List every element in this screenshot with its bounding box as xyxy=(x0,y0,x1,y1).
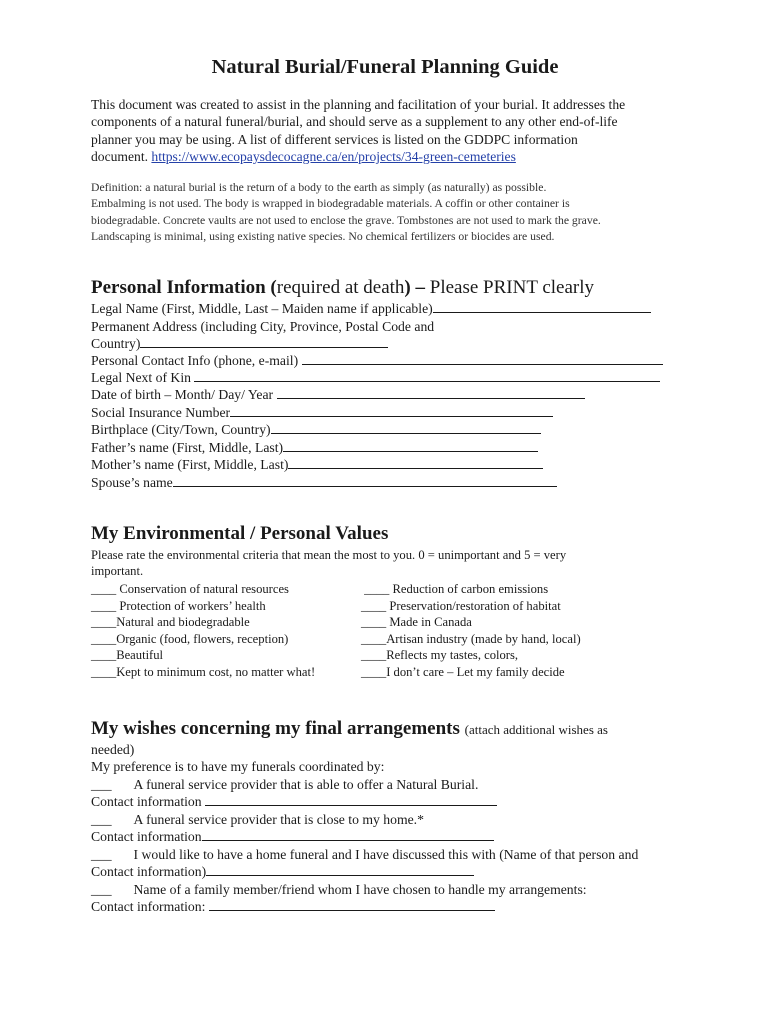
field-label: Contact information: xyxy=(91,899,209,914)
field-label: Father’s name (First, Middle, Last) xyxy=(91,440,284,455)
field-label: Contact information xyxy=(91,829,202,844)
heading-part: required at death xyxy=(276,277,405,298)
contact-field-4 xyxy=(91,898,495,915)
contact-field-3 xyxy=(91,863,474,880)
father-name-input-line[interactable] xyxy=(283,439,538,452)
intro-line: planner you may be using. A list of different services is listed on the GDDPC information xyxy=(91,131,578,147)
wishes-heading xyxy=(91,718,608,740)
wishes-heading-continued: needed) xyxy=(91,742,135,757)
heading-part: Please PRINT clearly xyxy=(429,277,595,298)
mother-name-field xyxy=(91,456,543,473)
option-label: I would like to have a home funeral and I have discussed this with (Name of that person and xyxy=(133,847,639,862)
contact-input-line-1[interactable] xyxy=(205,793,497,806)
intro-line: components of a natural funeral/burial, and should serve as a supplement to any other end-of-life xyxy=(91,114,618,130)
value-criterion[interactable]: ____ Preservation/restoration of habitat xyxy=(361,598,561,613)
field-label: Date of birth – Month/ Day/ Year xyxy=(91,387,277,402)
definition-line: Embalming is not used. The body is wrapped in biodegradable materials. A coffin or other container is xyxy=(91,197,570,211)
contact-info-input-line[interactable] xyxy=(302,352,663,365)
father-name-field xyxy=(91,439,538,456)
value-criterion[interactable]: ____ Reduction of carbon emissions xyxy=(361,582,549,596)
definition-line: biodegradable. Concrete vaults are not used to enclose the grave. Tombstones are not used to mark the grave. xyxy=(91,213,601,227)
mother-name-input-line[interactable] xyxy=(288,456,543,469)
contact-field-1 xyxy=(91,793,497,810)
option-funeral-natural xyxy=(91,776,478,793)
heading-part: My wishes concerning my final arrangements xyxy=(91,718,465,739)
sin-field xyxy=(91,404,553,421)
values-instructions: important. xyxy=(91,564,144,578)
value-criterion[interactable]: ____Artisan industry (made by hand, local) xyxy=(361,631,581,646)
value-criterion[interactable]: ____Beautiful xyxy=(91,648,164,663)
values-left-column xyxy=(91,581,315,681)
value-criterion[interactable]: ____Reflects my tastes, colors, xyxy=(361,648,519,663)
values-right-column xyxy=(361,581,581,681)
value-criterion[interactable]: ____Organic (food, flowers, reception) xyxy=(91,631,289,646)
field-label: Legal Name (First, Middle, Last – Maiden name if applicable) xyxy=(91,301,433,316)
option-blank[interactable]: ___ xyxy=(91,812,112,827)
preference-text: My preference is to have my funerals coordinated by: xyxy=(91,759,385,774)
heading-part: Personal Information ( xyxy=(91,277,277,298)
address-label-line xyxy=(91,318,434,335)
contact-input-line-3[interactable] xyxy=(206,863,474,876)
birthplace-input-line[interactable] xyxy=(271,421,541,434)
heading-part: ) – xyxy=(404,277,430,298)
address-input-line[interactable] xyxy=(140,335,388,348)
values-instructions: Please rate the environmental criteria that mean the most to you. 0 = unimportant and 5 = very xyxy=(91,548,567,562)
intro-line xyxy=(91,148,691,165)
contact-field-2 xyxy=(91,828,494,845)
intro-line: This document was created to assist in the planning and facilitation of your burial. It addresses the xyxy=(91,97,626,112)
option-home-funeral xyxy=(91,846,638,863)
legal-name-input-line[interactable] xyxy=(433,300,651,313)
contact-input-line-4[interactable] xyxy=(209,898,495,911)
value-criterion[interactable]: ____ Protection of workers’ health xyxy=(91,598,266,613)
next-of-kin-input-line[interactable] xyxy=(194,369,660,382)
spouse-name-input-line[interactable] xyxy=(173,474,557,487)
sin-input-line[interactable] xyxy=(230,404,553,417)
field-label: Permanent Address (including City, Province, Postal Code and xyxy=(91,319,435,334)
intro-line-prefix: document. xyxy=(91,149,152,165)
personal-info-heading xyxy=(91,277,594,299)
field-label: Personal Contact Info (phone, e-mail) xyxy=(91,353,302,368)
field-label: Contact information xyxy=(91,794,206,809)
field-label: Contact information) xyxy=(91,864,207,879)
values-heading: My Environmental / Personal Values xyxy=(91,523,389,544)
value-criterion[interactable]: ____Natural and biodegradable xyxy=(91,615,250,630)
option-label: Name of a family member/friend whom I have chosen to handle my arrangements: xyxy=(133,882,587,897)
field-label: Legal Next of Kin xyxy=(91,370,195,385)
option-family-member xyxy=(91,881,587,898)
field-label: Spouse’s name xyxy=(91,475,173,490)
value-criterion[interactable]: ____ Made in Canada xyxy=(361,615,472,630)
option-label: A funeral service provider that is close to my home.* xyxy=(133,812,424,827)
contact-info-field xyxy=(91,352,663,369)
document-title: Natural Burial/Funeral Planning Guide xyxy=(211,56,559,78)
definition-paragraph xyxy=(91,180,691,245)
heading-part: (attach additional wishes as xyxy=(464,722,608,737)
contact-input-line-2[interactable] xyxy=(202,828,494,841)
value-criterion[interactable]: ____ Conservation of natural resources xyxy=(91,582,289,596)
definition-line: Landscaping is minimal, using existing native species. No chemical fertilizers or biocides are used. xyxy=(91,229,555,243)
definition-line: Definition: a natural burial is the return of a body to the earth as simply (as naturally) as possible. xyxy=(91,181,547,194)
field-label: Country) xyxy=(91,336,141,351)
option-label: A funeral service provider that is able to offer a Natural Burial. xyxy=(133,777,479,792)
legal-name-field xyxy=(91,300,651,317)
intro-paragraph xyxy=(91,96,691,166)
field-label: Social Insurance Number xyxy=(91,405,231,420)
next-of-kin-field xyxy=(91,369,660,386)
value-criterion[interactable]: ____Kept to minimum cost, no matter what! xyxy=(91,664,316,679)
birthplace-field xyxy=(91,421,541,438)
field-label: Mother’s name (First, Middle, Last) xyxy=(91,457,289,472)
field-label: Birthplace (City/Town, Country) xyxy=(91,422,271,437)
green-cemeteries-link[interactable]: https://www.ecopaysdecocagne.ca/en/projects/34-green-cemeteries xyxy=(151,149,516,165)
date-of-birth-input-line[interactable] xyxy=(277,386,585,399)
spouse-name-field xyxy=(91,474,557,491)
option-funeral-nearby xyxy=(91,811,424,828)
option-blank[interactable]: ___ xyxy=(91,777,112,792)
value-criterion[interactable]: ____I don’t care – Let my family decide xyxy=(361,664,565,679)
address-field xyxy=(91,335,388,352)
date-of-birth-field xyxy=(91,386,585,403)
option-blank[interactable]: ___ xyxy=(91,882,112,897)
option-blank[interactable]: ___ xyxy=(91,847,112,862)
